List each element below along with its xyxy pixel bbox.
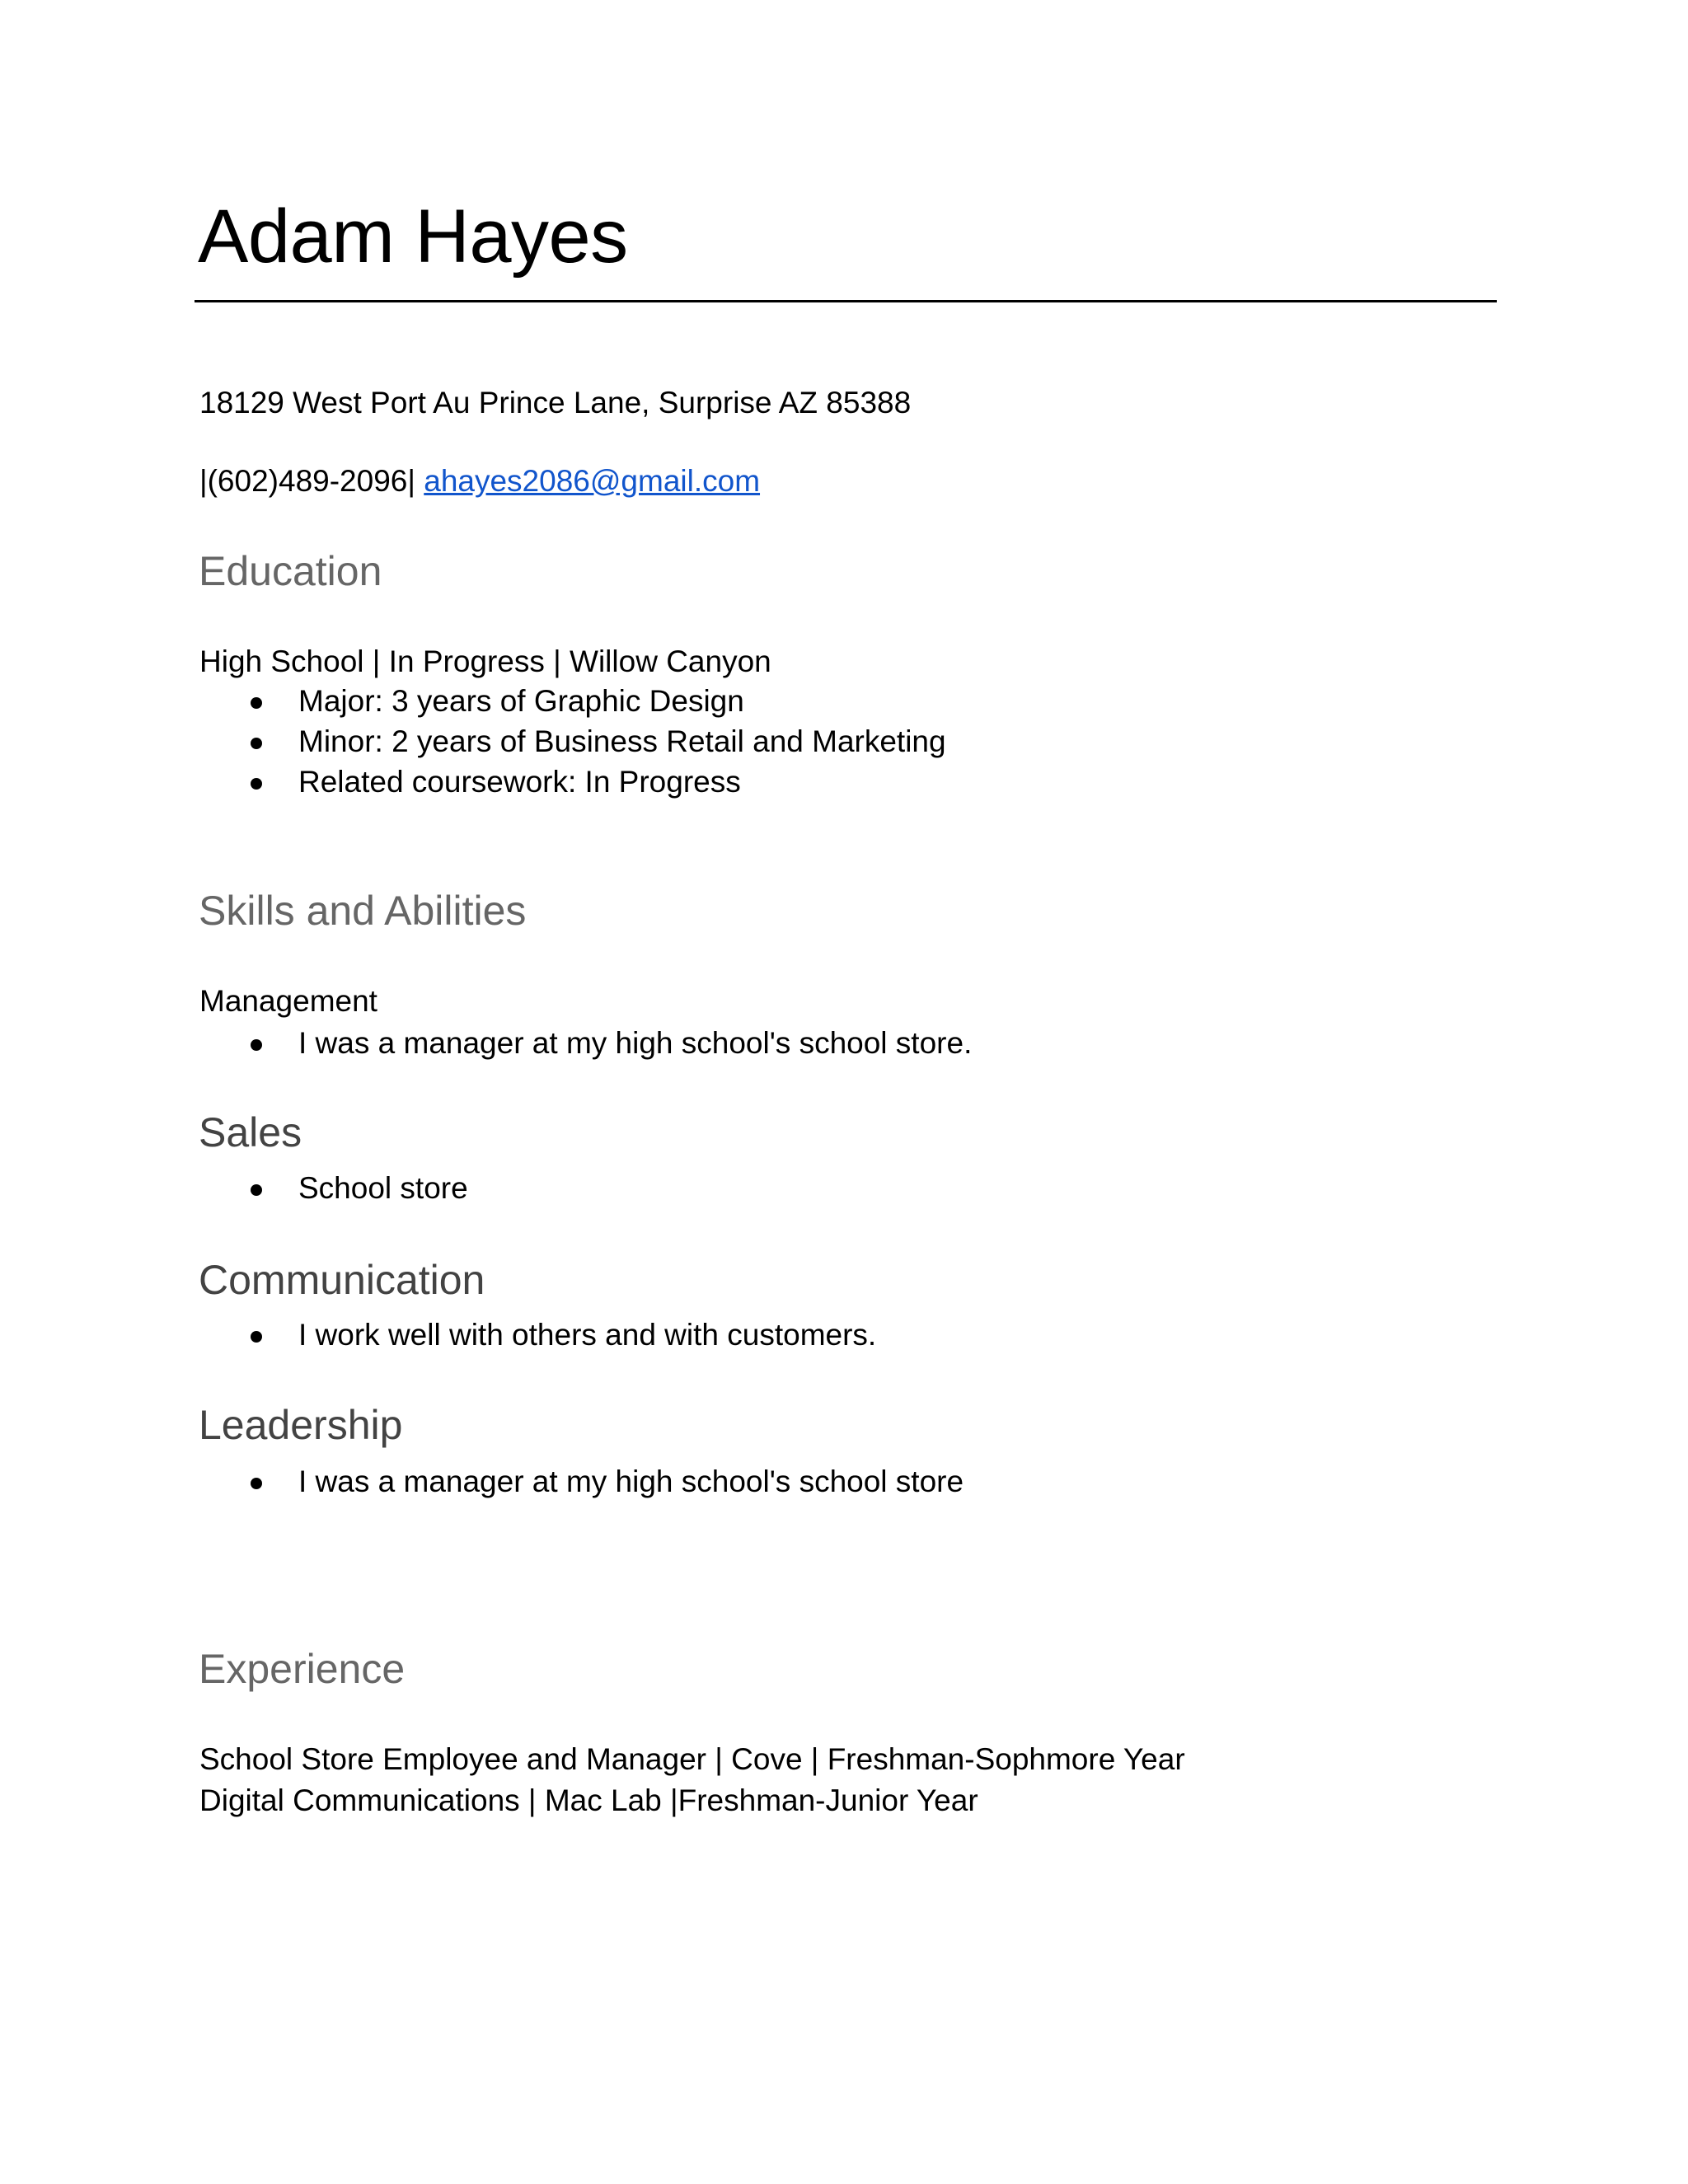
bullet-icon bbox=[251, 1331, 262, 1343]
bullet-text: Minor: 2 years of Business Retail and Marketing bbox=[298, 724, 946, 758]
experience-entry: School Store Employee and Manager | Cove | Freshman-Sophmore Year bbox=[199, 1742, 1185, 1776]
sales-bullet-list bbox=[199, 1168, 468, 1208]
list-item bbox=[199, 1168, 468, 1208]
bullet-text: School store bbox=[298, 1171, 468, 1205]
list-item bbox=[199, 1461, 964, 1502]
bullet-text: Major: 3 years of Graphic Design bbox=[298, 684, 744, 718]
sales-heading: Sales bbox=[199, 1109, 302, 1155]
list-item bbox=[199, 1023, 972, 1063]
phone-text: |(602)489-2096| bbox=[199, 464, 415, 498]
email-link[interactable]: ahayes2086@gmail.com bbox=[424, 464, 761, 498]
bullet-text: I work well with others and with customers. bbox=[298, 1318, 877, 1352]
communication-heading: Communication bbox=[199, 1257, 485, 1303]
bullet-icon bbox=[251, 778, 262, 790]
skills-heading: Skills and Abilities bbox=[199, 888, 527, 934]
leadership-heading: Leadership bbox=[199, 1402, 403, 1448]
title-divider bbox=[195, 300, 1497, 302]
education-heading: Education bbox=[199, 548, 382, 594]
bullet-text: Related coursework: In Progress bbox=[298, 765, 741, 799]
contact-line bbox=[199, 462, 760, 501]
bullet-icon bbox=[251, 1039, 262, 1051]
bullet-icon bbox=[251, 1478, 262, 1489]
bullet-text: I was a manager at my high school's school store bbox=[298, 1465, 964, 1498]
bullet-icon bbox=[251, 697, 262, 709]
list-item bbox=[199, 1315, 876, 1355]
management-bullet-list bbox=[199, 1023, 972, 1063]
list-item bbox=[199, 681, 946, 721]
education-entry: High School | In Progress | Willow Canyon bbox=[199, 644, 771, 678]
communication-bullet-list bbox=[199, 1315, 876, 1355]
leadership-bullet-list bbox=[199, 1461, 964, 1502]
management-label: Management bbox=[199, 984, 377, 1018]
experience-heading: Experience bbox=[199, 1646, 406, 1692]
list-item bbox=[199, 721, 946, 762]
bullet-text: I was a manager at my high school's school store. bbox=[298, 1026, 973, 1060]
bullet-icon bbox=[251, 738, 262, 749]
bullet-icon bbox=[251, 1184, 262, 1196]
resume-name: Adam Hayes bbox=[198, 194, 628, 279]
list-item bbox=[199, 762, 946, 802]
education-bullet-list bbox=[199, 681, 946, 802]
address-line: 18129 West Port Au Prince Lane, Surprise AZ 85388 bbox=[199, 386, 912, 419]
experience-entry: Digital Communications | Mac Lab |Freshman-Junior Year bbox=[199, 1783, 978, 1817]
